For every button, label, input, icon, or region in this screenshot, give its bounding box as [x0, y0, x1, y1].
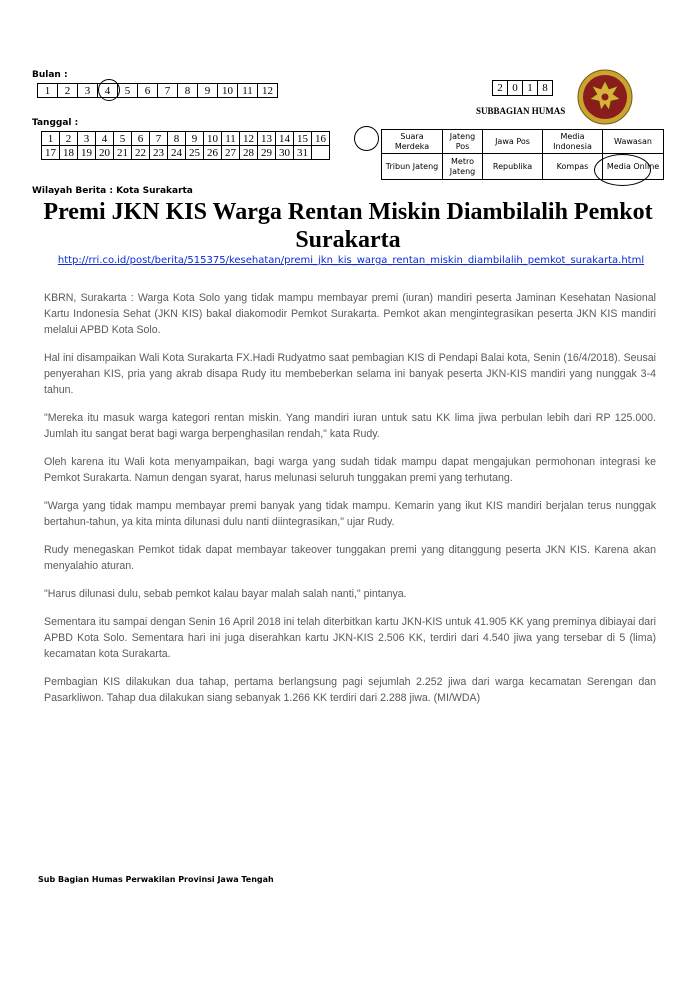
day-cell: 9 — [186, 132, 204, 146]
day-cell: 17 — [42, 146, 60, 160]
article-paragraph: KBRN, Surakarta : Warga Kota Solo yang tidak mampu membayar premi (iuran) mandiri peserta Jaminan Kesehatan Nasional Kartu Indonesia Sehat (JKN KIS) bakal diakomodir Pemkot Surakarta. Pemkot akan mengintegrasikan peserta JKN KIS mandiri melalui APBD Kota Solo. — [44, 292, 656, 336]
media-jawa-pos: Jawa Pos — [483, 130, 543, 154]
wilayah-berita: Wilayah Berita : Kota Surakarta — [32, 186, 193, 196]
article-paragraph: "Harus dilunasi dulu, sebab pemkot kalau bayar malah salah nanti," pintanya. — [44, 588, 407, 600]
day-cell: 16 — [312, 132, 330, 146]
day-cell: 7 — [150, 132, 168, 146]
year-digit: 0 — [508, 81, 523, 96]
day-cell: 14 — [276, 132, 294, 146]
month-cell: 3 — [78, 84, 98, 98]
month-cell: 7 — [158, 84, 178, 98]
day-grid — [41, 131, 330, 160]
day-cell: 30 — [276, 146, 294, 160]
footer-department: Sub Bagian Humas Perwakilan Provinsi Jawa Tengah — [38, 875, 274, 884]
article-paragraph: Sementara itu sampai dengan Senin 16 April 2018 ini telah diterbitkan kartu JKN-KIS untuk 41.905 KK yang preminya dibiayai dari APBD Kota Solo. Sementara hari ini juga diserahkan kartu JKN-KIS 2.506 KK, terdiri dari 4.540 jiwa yang tersebar di 5 (lima) kecamatan kota Surakarta. — [44, 616, 656, 660]
day-cell: 5 — [114, 132, 132, 146]
media-suara-merdeka: Suara Merdeka — [382, 130, 443, 154]
day-cell: 8 — [168, 132, 186, 146]
day-cell: 3 — [78, 132, 96, 146]
month-cell: 6 — [138, 84, 158, 98]
media-kompas: Kompas — [543, 154, 603, 180]
month-cell: 12 — [258, 84, 278, 98]
day-cell: 24 — [168, 146, 186, 160]
day-cell: 11 — [222, 132, 240, 146]
emblem-icon — [576, 68, 634, 126]
year-grid — [492, 80, 553, 96]
media-media-online: Media Online — [603, 154, 664, 180]
bulan-label: Bulan : — [32, 70, 68, 80]
article-title: Premi JKN KIS Warga Rentan Miskin Diambilalih Pemkot Surakarta — [43, 199, 653, 253]
day-cell: 15 — [294, 132, 312, 146]
day-cell: 1 — [42, 132, 60, 146]
day-cell: 28 — [240, 146, 258, 160]
article-paragraph: Pembagian KIS dilakukan dua tahap, pertama berlangsung pagi sejumlah 2.252 jiwa dari warga kecamatan Serengan dan Pasarkliwon. Tahap dua dilakukan siang sebanyak 1.266 KK terdiri dari 2.288 jiwa. (MI/WDA) — [44, 676, 656, 704]
month-cell: 1 — [38, 84, 58, 98]
day-cell: 26 — [204, 146, 222, 160]
day-cell: 2 — [60, 132, 78, 146]
media-metro-jateng: Metro Jateng — [443, 154, 483, 180]
day-cell: 6 — [132, 132, 150, 146]
day-cell: 31 — [294, 146, 312, 160]
day-cell: 4 — [96, 132, 114, 146]
article-url-link[interactable]: http://rri.co.id/post/berita/515375/kesehatan/premi_jkn_kis_warga_rentan_miskin_diambilalih_pemkot_surakarta.html — [57, 255, 645, 266]
month-cell: 10 — [218, 84, 238, 98]
month-cell: 4 — [98, 84, 118, 98]
day-cell: 12 — [240, 132, 258, 146]
day-cell: 21 — [114, 146, 132, 160]
selected-day-circle — [354, 126, 379, 151]
article-paragraph: "Mereka itu masuk warga kategori rentan miskin. Yang mandiri iuran untuk satu KK lima jiwa perbulan lebih dari RP 125.000. Jumlah itu sangat berat bagi warga berpenghasilan rendah," kata Rudy. — [44, 412, 656, 440]
media-jateng-pos: Jateng Pos — [443, 130, 483, 154]
day-cell: 25 — [186, 146, 204, 160]
month-cell: 5 — [118, 84, 138, 98]
subbagian-humas-label: SUBBAGIAN HUMAS — [476, 106, 566, 116]
year-digit: 8 — [538, 81, 553, 96]
day-cell: 20 — [96, 146, 114, 160]
month-cell: 2 — [58, 84, 78, 98]
day-cell: 10 — [204, 132, 222, 146]
media-wawasan: Wawasan — [603, 130, 664, 154]
article-paragraph: Oleh karena itu Wali kota menyampaikan, bagi warga yang sudah tidak mampu dapat mengajukan permohonan integrasi ke Pemkot Surakarta. Namun dengan syarat, harus melunasi seluruh tunggakan premi yang terhutang. — [44, 456, 656, 484]
article-paragraph: "Warga yang tidak mampu membayar premi banyak yang tidak mampu. Kemarin yang ikut KIS mandiri berjalan terus nunggak bertahun-tahun, ya kita minta dilunasi dulu nanti diintegrasikan," ujar Rudy. — [44, 500, 656, 528]
selected-month-circle — [98, 79, 120, 101]
month-grid — [37, 83, 278, 98]
article-paragraph: Rudy menegaskan Pemkot tidak dapat membayar takeover tunggakan premi yang ditanggung peserta JKN KIS. Karena akan menyalahio aturan. — [44, 544, 656, 572]
day-cell: 13 — [258, 132, 276, 146]
day-cell: 22 — [132, 146, 150, 160]
media-republika: Republika — [483, 154, 543, 180]
month-cell: 8 — [178, 84, 198, 98]
month-cell: 9 — [198, 84, 218, 98]
day-cell: 29 — [258, 146, 276, 160]
tanggal-label: Tanggal : — [32, 118, 79, 128]
year-digit: 1 — [523, 81, 538, 96]
day-cell: 19 — [78, 146, 96, 160]
media-media-indonesia: Media Indonesia — [543, 130, 603, 154]
year-digit: 2 — [493, 81, 508, 96]
day-cell: 27 — [222, 146, 240, 160]
day-cell: 23 — [150, 146, 168, 160]
month-cell: 11 — [238, 84, 258, 98]
day-cell: 18 — [60, 146, 78, 160]
article-body — [44, 290, 656, 718]
selected-media-circle — [594, 154, 651, 186]
day-cell — [312, 146, 330, 160]
article-paragraph: Hal ini disampaikan Wali Kota Surakarta FX.Hadi Rudyatmo saat pembagian KIS di Pendapi Balai kota, Senin (16/4/2018). Seusai penyerahan KIS, pria yang akrab disapa Rudy itu membeberkan selama ini banyak peserta JKN-KIS mandiri yang nunggak 3-4 tahun. — [44, 352, 656, 396]
media-tribun-jateng: Tribun Jateng — [382, 154, 443, 180]
